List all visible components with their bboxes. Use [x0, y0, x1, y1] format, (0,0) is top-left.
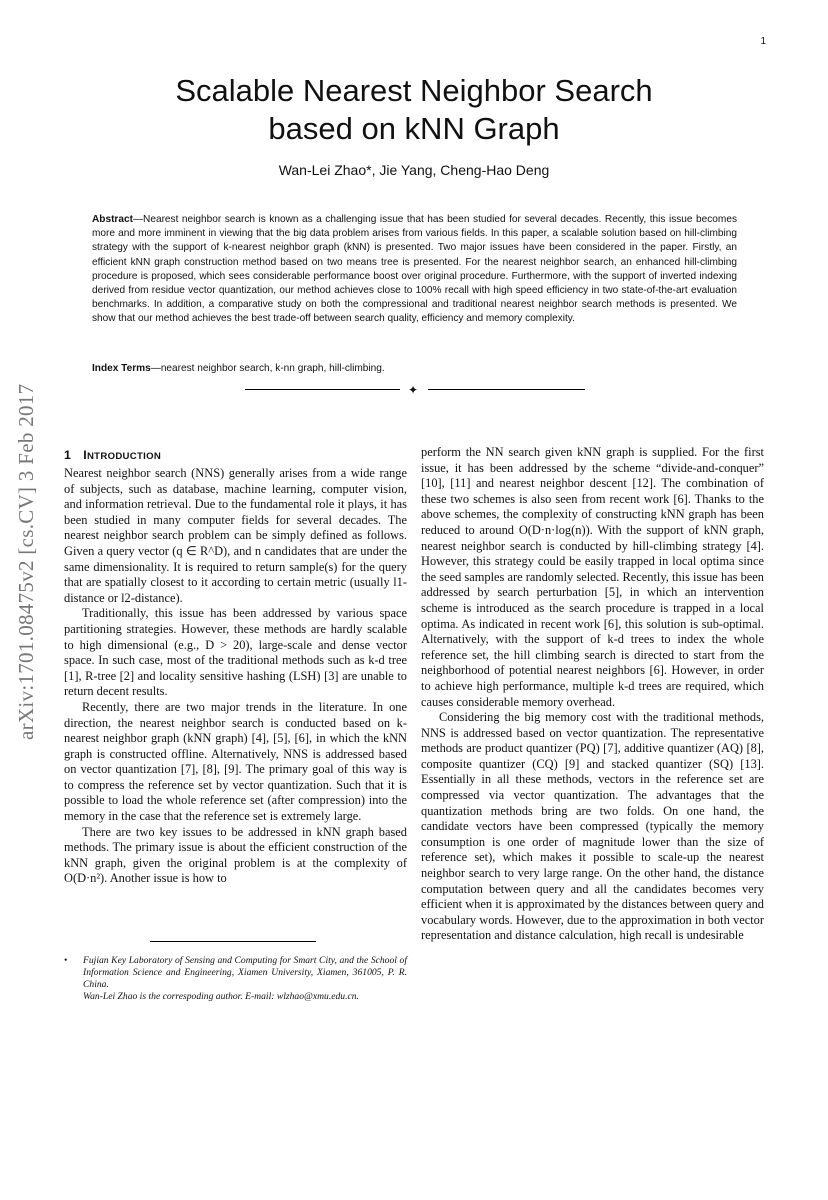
paper-title: [100, 72, 728, 148]
paragraph: There are two key issues to be addressed in kNN graph based methods. The primary issue is about the efficient construction of the kNN graph, given the original problem is at the complexity of O(D·n²). Another issue is how to: [64, 824, 407, 886]
divider-symbol: ✦: [408, 383, 419, 397]
abstract-text: —Nearest neighbor search is known as a challenging issue that has been studied for several decades. Recently, this issue becomes more and more imminent in viewing that the big data problem arises from various fields. In this paper, a scalable solution based on hill-climbing strategy with the support of k-nearest neighbor graph (kNN) is presented. Two major issues have been considered in the paper. Firstly, an efficient kNN graph construction method based on two means tree is presented. For the nearest neighbor search, an enhanced hill-climbing procedure is proposed, which sees considerable performance boost over original procedure. Furthermore, with the support of inverted indexing derived from residue vector quantization, our method achieves close to 100% recall with high speed efficiency in two state-of-the-art evaluation benchmarks. In addition, a comparative study on both the compressional and traditional nearest neighbor search methods is presented. We show that our method achieves the best trade-off between search quality, efficiency and memory complexity.: [92, 214, 737, 325]
footnote-affiliation: Fujian Key Laboratory of Sensing and Computing for Smart City, and the School of Information Science and Engineering, Xiamen University, Xiamen, 361005, P. R. China.: [83, 955, 407, 990]
arxiv-id: arXiv:1701.08475v2 [cs.CV] 3 Feb 2017: [14, 383, 38, 740]
paragraph: Considering the big memory cost with the traditional methods, NNS is addressed based on vector quantization. The representative methods are product quantizer (PQ) [7], additive quantizer (AQ) [8], composite quantizer (CQ) [9] and stacked quantizer (SQ) [13]. Essentially in all these methods, vectors in the reference set are compressed via vector quantization. The advantages that the quantization methods bring are two folds. On one hand, the candidate vectors have been compressed (typically the memory consumption is one order of magnitude lower than the size of reference set), which makes it possible to scale-up the nearest neighbor search to very large range. On the other hand, the distance computation between query and all the candidates becomes very efficient when it is approximated by the distances between query and vocabulary words. However, due to the approximation in both vector representation and distance calculation, high recall is undesirable: [421, 710, 764, 943]
paragraph: Traditionally, this issue has been addressed by various space partitioning strategies. However, these methods are hardly scalable to high dimensional (e.g., D > 20), large-scale and dense vector space. In such case, most of the traditional methods such as k-d tree [1], R-tree [2] and locality sensitive hashing (LSH) [3] are unable to return decent results.: [64, 606, 407, 699]
index-terms: [92, 363, 737, 374]
page-number: 1: [760, 36, 766, 47]
paragraph: Nearest neighbor search (NNS) generally arises from a wide range of subjects, such as database, machine learning, computer vision, and information retrieval. Due to the fundamental role it plays, it has been studied in many computer fields for several decades. The nearest neighbor search problem can be simply defined as follows. Given a query vector (q ∈ R^D), and n candidates that are under the same dimensionality. It is required to return sample(s) for the query that are spatially closest to it according to certain metric (usually l1-distance or l2-distance).: [64, 466, 407, 605]
authors: Wan-Lei Zhao*, Jie Yang, Cheng-Hao Deng: [278, 162, 550, 178]
index-terms-label: Index Terms: [92, 363, 151, 374]
section-title: INTRODUCTION: [83, 448, 162, 462]
paragraph: Recently, there are two major trends in the literature. In one direction, the nearest neighbor search is conducted based on k-nearest neighbor graph (kNN graph) [4], [5], [6], in which the kNN graph is constructed offline. Alternatively, NNS is addressed based on vector quantization [7], [8], [9]. The primary goal of this way is to compress the reference set by vector quantization. Such that it is possible to load the whole reference set (after compression) into the memory in the case that the reference set is extremely large.: [64, 699, 407, 824]
footnote-contact: Wan-Lei Zhao is the correspoding author. E-mail: wlzhao@xmu.edu.cn.: [83, 991, 359, 1002]
title-line-2: based on kNN Graph: [268, 111, 560, 146]
abstract: [92, 213, 737, 327]
divider-line-left: [245, 389, 400, 390]
arxiv-stamp: [14, 383, 44, 1200]
abstract-label: Abstract: [92, 214, 133, 225]
footnote: [64, 955, 407, 1003]
title-line-1: Scalable Nearest Neighbor Search: [175, 73, 653, 108]
footnote-rule: [150, 941, 316, 942]
section-divider: [245, 383, 585, 395]
paragraph: perform the NN search given kNN graph is supplied. For the first issue, it has been addressed by the scheme “divide-and-conquer” [10], [11] and nearest neighbor descent [12]. The combination of these two schemes is also seen from recent work [6]. Thanks to the above schemes, the complexity of constructing kNN graph has been reduced to around O(D·n·log(n)). With the support of kNN graph, nearest neighbor search is conducted by hill-climbing strategy [4]. However, this strategy could be easily trapped in local optima since the seed samples are randomly selected. Recently, this issue has been addressed by search perturbation [5], in which an intervention scheme is introduced as the search procedure is trapped in a local optima. As indicated in recent work [6], this solution is sub-optimal. Alternatively, with the support of k-d trees to index the whole reference set, the hill climbing search is directed to start from the neighborhood of potential nearest neighbors [6]. However, in order to achieve high performance, multiple k-d trees are required, which causes considerable memory overhead.: [421, 445, 764, 709]
right-column: [421, 445, 764, 944]
section-number: 1: [64, 448, 72, 462]
footnote-bullet: •: [64, 955, 68, 966]
left-column: [64, 448, 407, 887]
index-terms-text: —nearest neighbor search, k-nn graph, hill-climbing.: [150, 363, 385, 374]
section-heading: [64, 448, 407, 462]
divider-line-right: [428, 389, 585, 390]
